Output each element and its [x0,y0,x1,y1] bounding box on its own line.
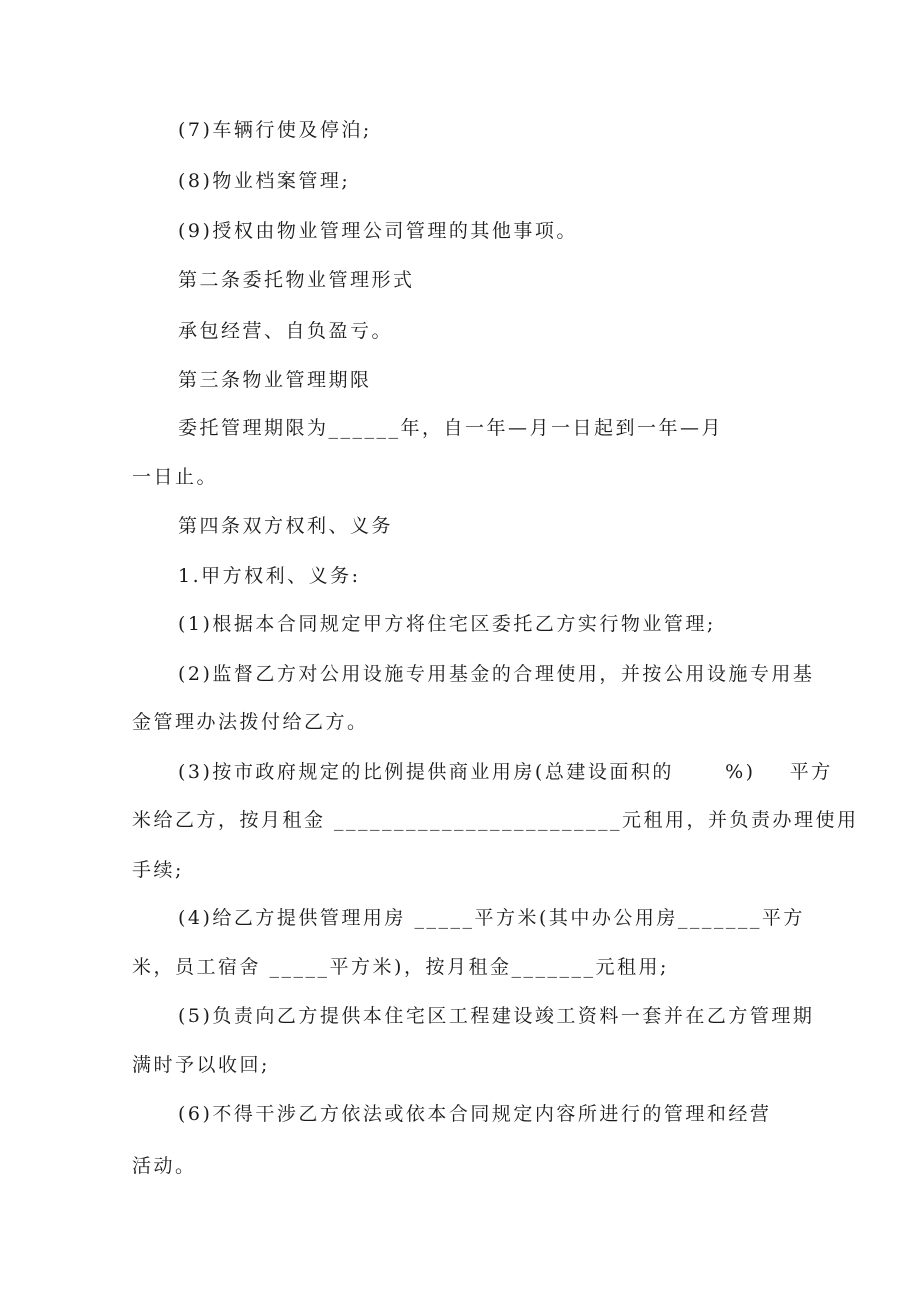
party-a-item-6-line-1: (6)不得干涉乙方依法或依本合同规定内容所进行的管理和经营 [178,1103,772,1125]
clause-8-archive-management: (8)物业档案管理; [178,170,351,192]
party-a-item-2-line-2: 金管理办法拨付给乙方。 [132,711,369,733]
clause-7-vehicle-parking: (7)车辆行使及停泊; [178,119,372,141]
party-a-item-6-line-2: 活动。 [132,1155,197,1177]
party-a-item-1: (1)根据本合同规定甲方将住宅区委托乙方实行物业管理; [178,613,716,635]
party-a-item-5-line-2: 满时予以收回; [132,1054,270,1076]
party-a-item-2-line-1: (2)监督乙方对公用设施专用基金的合理使用，并按公用设施专用基 [178,663,815,685]
party-a-item-3-line-2: 米给乙方，按月租金 ________________________元租用，并负责办理使用 [132,809,859,831]
clause-9-other-matters: (9)授权由物业管理公司管理的其他事项。 [178,220,578,242]
party-a-item-3-line-1: (3)按市政府规定的比例提供商业用房(总建设面积的 %) 平方 [178,761,833,783]
article-2-heading: 第二条委托物业管理形式 [178,269,415,291]
party-a-item-4-line-1: (4)给乙方提供管理用房 _____平方米(其中办公用房_______平方 [178,907,805,929]
party-a-item-5-line-1: (5)负责向乙方提供本住宅区工程建设竣工资料一套并在乙方管理期 [178,1005,815,1027]
party-a-item-3-line-3: 手续; [132,859,184,881]
article-3-body-line-2: 一日止。 [132,466,219,488]
article-2-body: 承包经营、自负盈亏。 [178,320,394,342]
party-a-item-4-line-2: 米，员工宿舍 _____平方米)，按月租金_______元租用; [132,956,669,978]
party-a-rights-heading: 1.甲方权利、义务: [178,565,361,587]
article-3-body-line-1: 委托管理期限为______年，自一年—月一日起到一年—月 [178,417,724,439]
article-3-heading: 第三条物业管理期限 [178,369,372,391]
article-4-heading: 第四条双方权利、义务 [178,515,394,537]
